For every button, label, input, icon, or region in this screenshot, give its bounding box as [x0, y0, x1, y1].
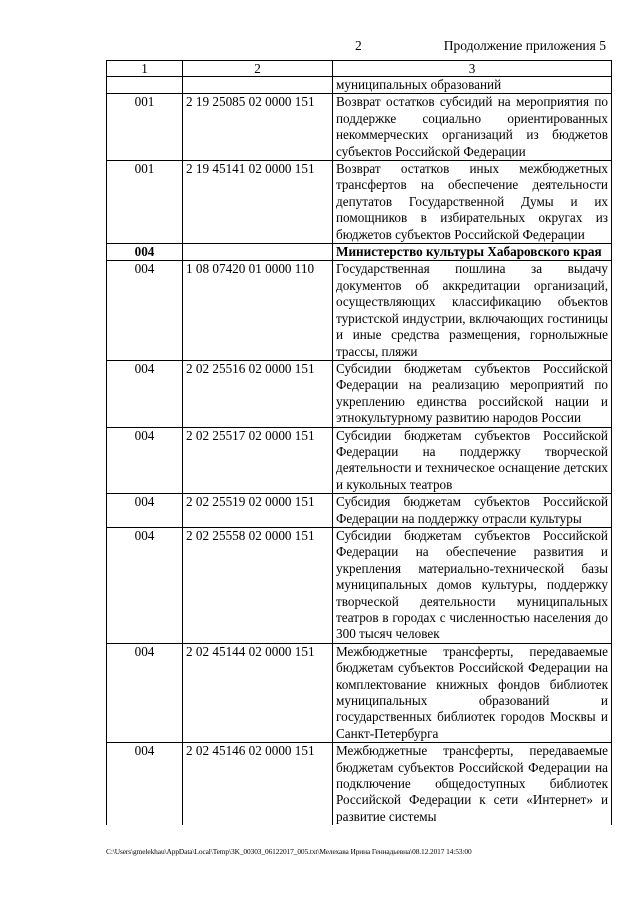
- admin-code-cell: [107, 77, 183, 94]
- table-row: [107, 261, 612, 360]
- admin-code-cell: 004: [107, 427, 183, 494]
- budget-code-cell: 2 19 25085 02 0000 151: [183, 94, 333, 161]
- description-cell: Межбюджетные трансферты, передаваемые бюджетам субъектов Российской Федерации на подключение общедоступных библиотек Российской Федерации к сети «Интернет» и развитие системы: [333, 743, 612, 826]
- budget-code-cell: 1 08 07420 01 0000 110: [183, 261, 333, 360]
- appendix-continuation-label: Продолжение приложения 5: [443, 38, 606, 53]
- table-row: [107, 527, 612, 643]
- admin-code-cell: 004: [107, 527, 183, 643]
- admin-code-cell: 004: [107, 743, 183, 826]
- budget-code-cell: 2 02 25519 02 0000 151: [183, 494, 333, 528]
- description-cell: Государственная пошлина за выдачу документов об аккредитации организаций, осуществляющих классификацию объектов туристской индустрии, включающих гостиницы и иные средства размещения, горнолыжные трассы, пляжи: [333, 261, 612, 360]
- table-row: [107, 161, 612, 244]
- column-number-3: 3: [333, 61, 612, 77]
- budget-code-cell: 2 02 25558 02 0000 151: [183, 527, 333, 643]
- budget-code-cell: 2 02 45144 02 0000 151: [183, 643, 333, 742]
- budget-code-cell: 2 02 45146 02 0000 151: [183, 743, 333, 826]
- description-cell: Субсидия бюджетам субъектов Российской Федерации на поддержку отрасли культуры: [333, 494, 612, 528]
- budget-code-cell: [183, 244, 333, 261]
- table-row: [107, 643, 612, 742]
- description-cell: Субсидии бюджетам субъектов Российской Федерации на обеспечение развития и укрепления материально-технической базы муниципальных домов культуры, поддержку творческой деятельности муниципальных театров в городах с численностью населения до 300 тысяч человек: [333, 527, 612, 643]
- document-file-path-footer: C:\Users\gmelekhau\AppData\Local\Temp\3K_00303_06122017_005.txt\Мелехава Ирина Геннадьевна\08.12.2017 14:53:00: [106, 847, 472, 856]
- description-cell: Возврат остатков иных межбюджетных трансфертов на обеспечение деятельности депутатов Государственной Думы и их помощников в избирательных округах из бюджетов субъектов Российской Федерации: [333, 161, 612, 244]
- table-row: [107, 427, 612, 494]
- table-row: [107, 494, 612, 528]
- budget-code-cell: 2 02 25517 02 0000 151: [183, 427, 333, 494]
- column-number-2: 2: [183, 61, 333, 77]
- admin-code-cell: 004: [107, 360, 183, 427]
- description-cell: муниципальных образований: [333, 77, 612, 94]
- admin-code-cell: 004: [107, 244, 183, 261]
- description-cell: Межбюджетные трансферты, передаваемые бюджетам субъектов Российской Федерации на комплектование книжных фондов библиотек муниципальных образований и государственных библиотек городов Москвы и Санкт-Петербурга: [333, 643, 612, 742]
- column-number-1: 1: [107, 61, 183, 77]
- budget-code-cell: [183, 77, 333, 94]
- admin-code-cell: 001: [107, 161, 183, 244]
- budget-classification-table: [106, 60, 612, 825]
- budget-code-cell: 2 19 45141 02 0000 151: [183, 161, 333, 244]
- ministry-name-cell: Министерство культуры Хабаровского края: [333, 244, 612, 261]
- admin-code-cell: 004: [107, 643, 183, 742]
- admin-code-cell: 004: [107, 261, 183, 360]
- description-cell: Субсидии бюджетам субъектов Российской Федерации на поддержку творческой деятельности и техническое оснащение детских и кукольных театров: [333, 427, 612, 494]
- admin-code-cell: 001: [107, 94, 183, 161]
- table-row: [107, 94, 612, 161]
- page-header: [0, 38, 640, 56]
- budget-code-cell: 2 02 25516 02 0000 151: [183, 360, 333, 427]
- table-row: [107, 360, 612, 427]
- table-row: [107, 77, 612, 94]
- description-cell: Возврат остатков субсидий на мероприятия по поддержке социально ориентированных некоммерческих организаций из бюджетов субъектов Российской Федерации: [333, 94, 612, 161]
- admin-code-cell: 004: [107, 494, 183, 528]
- column-number-row: [107, 61, 612, 77]
- page-number: 2: [355, 38, 362, 53]
- description-cell: Субсидии бюджетам субъектов Российской Федерации на реализацию мероприятий по укреплению единства российской нации и этнокультурному развитию народов России: [333, 360, 612, 427]
- table-row: [107, 743, 612, 826]
- ministry-heading-row: [107, 244, 612, 261]
